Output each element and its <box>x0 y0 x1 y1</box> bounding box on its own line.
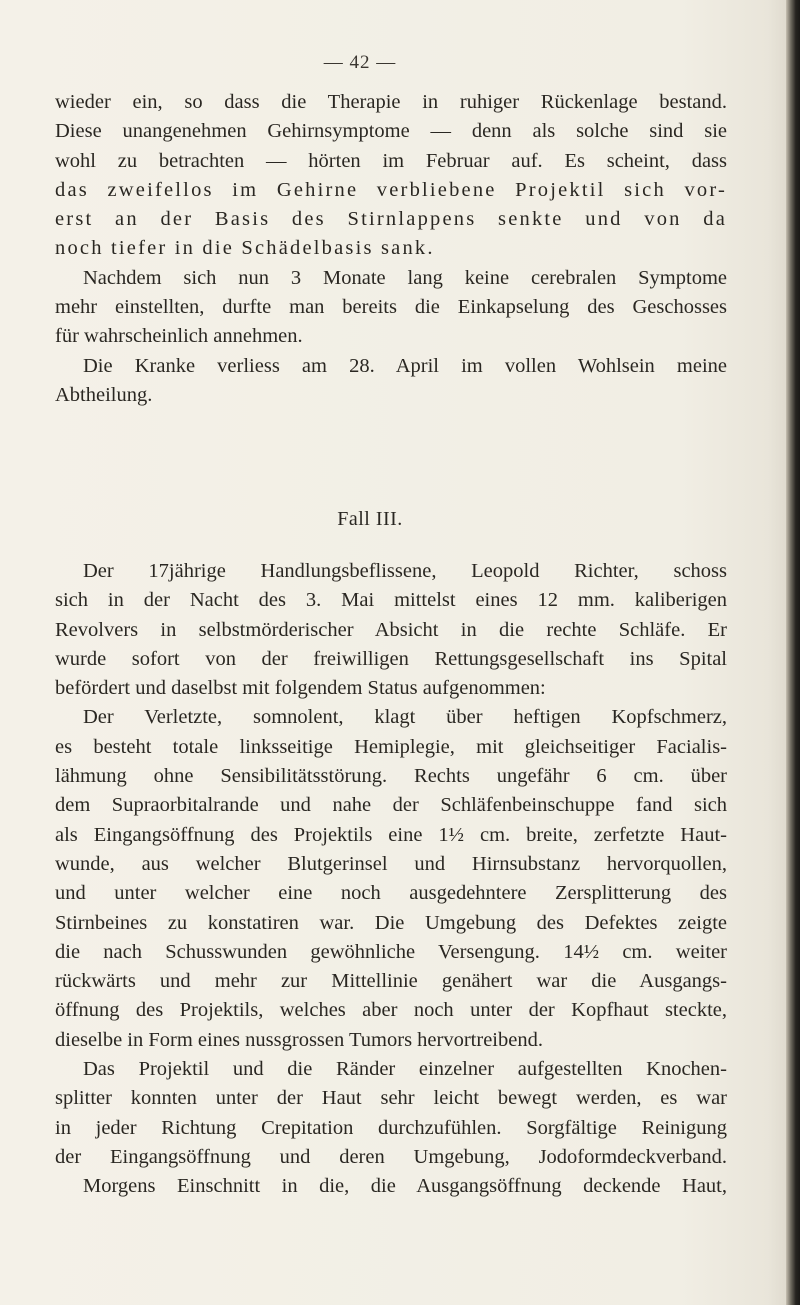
text-line: dieselbe in Form eines nussgrossen Tumors hervortreibend. <box>55 1028 543 1051</box>
text-line: und unter welcher eine noch ausgedehntere Zersplitterung des <box>55 882 727 905</box>
text-line: öffnung des Projektils, welches aber noch unter der Kopfhaut steckte, <box>55 999 727 1022</box>
text-line: Der Verletzte, somnolent, klagt über heftigen Kopfschmerz, <box>83 706 727 729</box>
text-line: Morgens Einschnitt in die, die Ausgangsöffnung deckende Haut, <box>83 1175 727 1198</box>
text-line: Das Projektil und die Ränder einzelner aufgestellten Knochen- <box>83 1058 727 1081</box>
text-line: für wahrscheinlich annehmen. <box>55 325 303 348</box>
text-line: erst an der Basis des Stirnlappens senkte und von da <box>55 208 727 231</box>
text-line: noch tiefer in die Schädelbasis sank. <box>55 237 435 260</box>
text-line: Stirnbeines zu konstatiren war. Die Umgebung des Defektes zeigte <box>55 911 727 934</box>
text-line: sich in der Nacht des 3. Mai mittelst eines 12 mm. kaliberigen <box>55 589 727 612</box>
section-heading: Fall III. <box>337 508 403 530</box>
text-block-case-2-end <box>55 88 727 410</box>
text-line: es besteht totale linksseitige Hemiplegie, mit gleichseitiger Facialis- <box>55 735 727 758</box>
text-line: die nach Schusswunden gewöhnliche Versengung. 14½ cm. weiter <box>55 940 727 963</box>
text-line: Revolvers in selbstmörderischer Absicht in die rechte Schläfe. Er <box>55 618 727 641</box>
text-line: Abtheilung. <box>55 383 153 406</box>
text-line: als Eingangsöffnung des Projektils eine 1½ cm. breite, zerfetzte Haut- <box>55 823 727 846</box>
text-block-case-3 <box>55 557 727 1202</box>
text-line: splitter konnten unter der Haut sehr leicht bewegt werden, es war <box>55 1087 727 1110</box>
text-line: wurde sofort von der freiwilligen Rettungsgesellschaft ins Spital <box>55 647 727 670</box>
text-line: in jeder Richtung Crepitation durchzufühlen. Sorgfältige Reinigung <box>55 1116 727 1139</box>
text-line: befördert und daselbst mit folgendem Status aufgenommen: <box>55 677 546 700</box>
page-binding-edge <box>786 0 800 1305</box>
text-line: das zweifellos im Gehirne verbliebene Projektil sich vor- <box>55 178 727 201</box>
text-line: wunde, aus welcher Blutgerinsel und Hirnsubstanz hervorquollen, <box>55 852 727 875</box>
text-line: rückwärts und mehr zur Mittellinie genähert war die Ausgangs- <box>55 970 727 993</box>
page-number: — 42 — <box>323 52 397 73</box>
text-line: Nachdem sich nun 3 Monate lang keine cerebralen Symptome <box>83 266 727 289</box>
text-line: Der 17jährige Handlungsbeflissene, Leopold Richter, schoss <box>83 560 727 582</box>
text-line: dem Supraorbitalrande und nahe der Schläfenbeinschuppe fand sich <box>55 794 727 817</box>
text-line: wohl zu betrachten — hörten im Februar auf. Es scheint, dass <box>55 149 727 172</box>
text-line: wieder ein, so dass die Therapie in ruhiger Rückenlage bestand. <box>55 91 727 113</box>
text-line: mehr einstellten, durfte man bereits die Einkapselung des Geschosses <box>55 296 727 319</box>
text-line: Die Kranke verliess am 28. April im vollen Wohlsein meine <box>83 354 727 377</box>
text-line: Diese unangenehmen Gehirnsymptome — denn als solche sind sie <box>55 120 727 143</box>
text-line: der Eingangsöffnung und deren Umgebung, Jodoformdeckverband. <box>55 1145 727 1168</box>
text-line: lähmung ohne Sensibilitätsstörung. Rechts ungefähr 6 cm. über <box>55 765 727 788</box>
